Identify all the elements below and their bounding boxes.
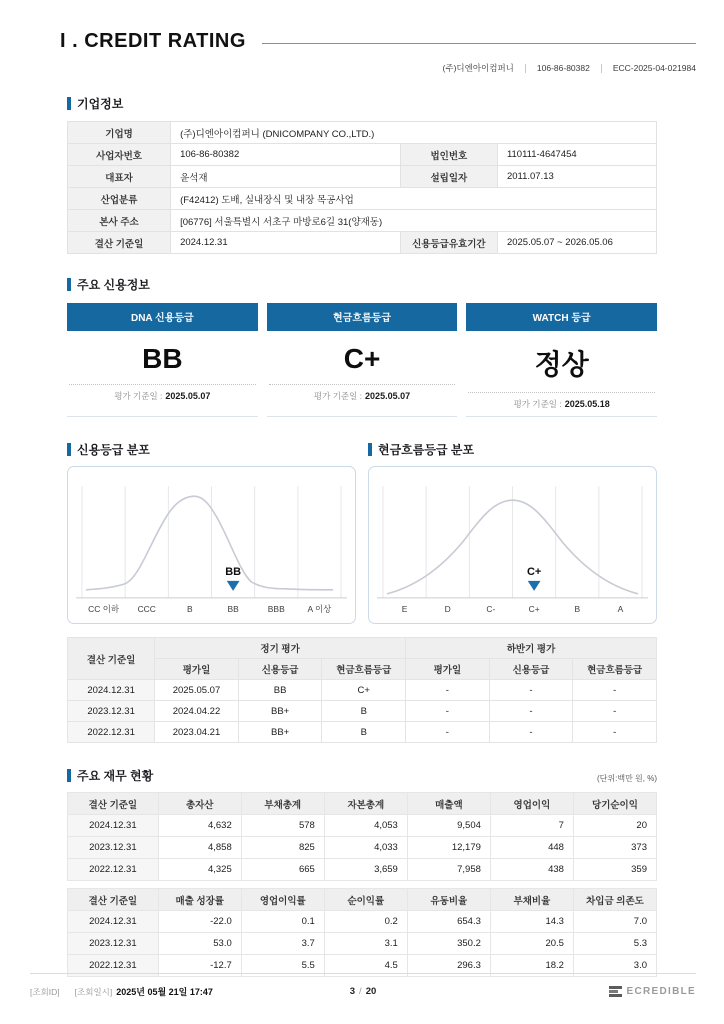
eval-date-header: 평가일 xyxy=(406,659,490,680)
footer-logo xyxy=(376,986,696,997)
validity-value: 2025.05.07 ~ 2026.05.06 xyxy=(497,232,656,254)
table-row xyxy=(68,837,657,859)
footer-lookup-info xyxy=(30,985,350,998)
lookup-time-label: [조회일시] xyxy=(74,987,113,997)
column-header: 매출 성장률 xyxy=(158,889,241,911)
eval-date-header: 평가일 xyxy=(155,659,239,680)
axis-tick: BBB xyxy=(267,603,285,614)
axis-tick: CC 이하 xyxy=(88,603,120,614)
rating-value: BB xyxy=(142,343,183,374)
column-header: 순이익률 xyxy=(324,889,407,911)
table-cell: 2024.12.31 xyxy=(68,680,155,701)
table-cell: 2023.12.31 xyxy=(68,837,159,859)
table-cell: 9,504 xyxy=(407,815,490,837)
axis-tick: E xyxy=(401,603,408,614)
ceo-value: 윤석재 xyxy=(171,166,401,188)
section-title-cashflow-distribution xyxy=(368,441,657,458)
table-cell: 20 xyxy=(573,815,656,837)
title-divider xyxy=(262,43,696,44)
table-cell: BB+ xyxy=(238,701,322,722)
table-row xyxy=(68,859,657,881)
section-marker xyxy=(67,97,71,110)
meta-divider xyxy=(601,64,602,73)
table-cell: 0.1 xyxy=(241,911,324,933)
rating-date-row xyxy=(69,384,256,408)
table-cell: 2022.12.31 xyxy=(68,859,159,881)
column-header: 결산 기준일 xyxy=(68,793,159,815)
table-cell: 5.5 xyxy=(241,955,324,977)
company-info-table xyxy=(67,121,657,254)
header-company-name: (주)디엔아이컴퍼니 xyxy=(442,63,514,73)
section-marker xyxy=(67,769,71,782)
table-cell: 2023.12.31 xyxy=(68,933,159,955)
company-name-label: 기업명 xyxy=(68,122,171,144)
section-title-credit-info xyxy=(67,276,657,293)
table-row xyxy=(68,144,657,166)
ecredible-logo-text: ECREDIBLE xyxy=(626,986,697,997)
table-cell: 4,632 xyxy=(158,815,241,837)
marker-label: C+ xyxy=(526,565,542,578)
table-cell: 373 xyxy=(573,837,656,859)
table-cell: 4,053 xyxy=(324,815,407,837)
fiscal-date-value: 2024.12.31 xyxy=(171,232,401,254)
table-cell: B xyxy=(322,701,406,722)
table-cell: 2024.12.31 xyxy=(68,815,159,837)
chart-section-titles xyxy=(67,441,657,458)
rating-date-value: 2025.05.07 xyxy=(165,391,211,401)
section-marker xyxy=(67,278,71,291)
table-row xyxy=(68,188,657,210)
rating-value: C+ xyxy=(343,343,381,374)
validity-label: 신용등급유효기간 xyxy=(400,232,497,254)
rating-date-label: 평가 기준일 : xyxy=(513,399,562,409)
table-cell: 2025.05.07 xyxy=(155,680,239,701)
table-row xyxy=(68,933,657,955)
header-business-number: 106-86-80382 xyxy=(536,63,590,73)
report-footer xyxy=(30,973,696,998)
table-row xyxy=(68,122,657,144)
card-header: 현금흐름등급 xyxy=(267,303,458,331)
table-cell: 4,858 xyxy=(158,837,241,859)
marker-label: BB xyxy=(225,565,242,578)
table-cell: 438 xyxy=(490,859,573,881)
credit-rating-cards xyxy=(67,303,657,417)
page-total: 20 xyxy=(365,986,377,997)
dna-rating-card xyxy=(67,303,258,417)
table-row xyxy=(68,815,657,837)
table-cell: 2023.12.31 xyxy=(68,701,155,722)
ecredible-logo-icon xyxy=(609,986,622,997)
table-cell: BB xyxy=(238,680,322,701)
table-row xyxy=(68,166,657,188)
corp-no-label: 법인번호 xyxy=(400,144,497,166)
address-value: [06776] 서울특별시 서초구 마방로6길 31(양재동) xyxy=(171,210,657,232)
table-subheader-row xyxy=(68,659,657,680)
page-current: 3 xyxy=(349,986,356,997)
table-cell: 7 xyxy=(490,815,573,837)
table-cell: 665 xyxy=(241,859,324,881)
rating-date-value: 2025.05.18 xyxy=(564,399,610,409)
credit-distribution-chart xyxy=(67,466,356,624)
table-cell: - xyxy=(489,701,573,722)
table-cell: 2022.12.31 xyxy=(68,955,159,977)
column-header: 당기순이익 xyxy=(573,793,656,815)
corp-no-value: 110111-4647454 xyxy=(497,144,656,166)
table-cell: B xyxy=(322,722,406,743)
rating-date-row xyxy=(468,392,655,416)
credit-grade-header: 신용등급 xyxy=(238,659,322,680)
lookup-id-label: [조회ID] xyxy=(30,986,60,997)
table-cell: 3.7 xyxy=(241,933,324,955)
axis-tick: BB xyxy=(227,603,239,614)
table-cell: 654.3 xyxy=(407,911,490,933)
column-header: 영업이익 xyxy=(490,793,573,815)
section-title-text: 기업정보 xyxy=(77,97,124,111)
section-title-text: 주요 재무 현황 xyxy=(77,769,154,783)
table-cell: 296.3 xyxy=(407,955,490,977)
financial-ratios-table xyxy=(67,888,657,977)
ceo-label: 대표자 xyxy=(68,166,171,188)
rating-history-table xyxy=(67,637,657,743)
table-row xyxy=(68,911,657,933)
column-header: 매출액 xyxy=(407,793,490,815)
marker-triangle-icon xyxy=(227,581,240,591)
axis-tick: D xyxy=(444,603,451,614)
watch-rating-card xyxy=(466,303,657,417)
address-label: 본사 주소 xyxy=(68,210,171,232)
table-cell: 2024.04.22 xyxy=(155,701,239,722)
table-cell: 3.0 xyxy=(573,955,656,977)
axis-tick: B xyxy=(187,603,193,614)
marker-triangle-icon xyxy=(528,581,541,591)
table-cell: 12,179 xyxy=(407,837,490,859)
unit-note: (단위:백만 원, %) xyxy=(597,774,657,783)
regular-eval-group-header: 정기 평가 xyxy=(155,638,406,659)
distribution-charts xyxy=(67,466,657,624)
table-cell: 5.3 xyxy=(573,933,656,955)
axis-tick: B xyxy=(574,603,581,614)
lookup-time xyxy=(75,985,213,998)
distribution-curve xyxy=(86,496,333,590)
column-header: 총자산 xyxy=(158,793,241,815)
table-cell: - xyxy=(489,722,573,743)
column-header: 부채비율 xyxy=(490,889,573,911)
table-cell: 3.1 xyxy=(324,933,407,955)
section-marker xyxy=(368,443,372,456)
table-header-row xyxy=(68,889,657,911)
card-header: DNA 신용등급 xyxy=(67,303,258,331)
rating-value: 정상 xyxy=(534,349,589,380)
table-cell: 4.5 xyxy=(324,955,407,977)
table-cell: 14.3 xyxy=(490,911,573,933)
table-cell: 2023.04.21 xyxy=(155,722,239,743)
cashflow-distribution-chart xyxy=(368,466,657,624)
table-cell: 350.2 xyxy=(407,933,490,955)
table-cell: 825 xyxy=(241,837,324,859)
axis-tick: A 이상 xyxy=(307,603,332,614)
header-document-number: ECC-2025-04-021984 xyxy=(612,63,696,73)
table-cell: 2022.12.31 xyxy=(68,722,155,743)
rating-date-label: 평가 기준일 : xyxy=(114,391,163,401)
table-cell: 359 xyxy=(573,859,656,881)
section-title-text: 신용등급 분포 xyxy=(77,443,150,457)
column-header: 차입금 의존도 xyxy=(573,889,656,911)
fiscal-date-label: 결산 기준일 xyxy=(68,232,171,254)
page-separator: / xyxy=(359,986,362,997)
column-header: 부채총계 xyxy=(241,793,324,815)
table-cell: - xyxy=(406,680,490,701)
section-title-text: 주요 신용정보 xyxy=(77,278,150,292)
section-title-credit-distribution xyxy=(67,441,356,458)
lookup-time-value: 2025년 05월 21일 17:47 xyxy=(116,987,213,997)
industry-label: 산업분류 xyxy=(68,188,171,210)
column-header: 유동비율 xyxy=(407,889,490,911)
axis-tick: C+ xyxy=(528,603,540,614)
table-cell: - xyxy=(406,722,490,743)
cashflow-grade-header: 현금흐름등급 xyxy=(573,659,657,680)
axis-tick: C- xyxy=(486,603,496,614)
rating-date-value: 2025.05.07 xyxy=(365,391,411,401)
table-cell: - xyxy=(406,701,490,722)
biz-no-value: 106-86-80382 xyxy=(171,144,401,166)
table-cell: - xyxy=(573,701,657,722)
table-row xyxy=(68,210,657,232)
report-header xyxy=(0,0,724,74)
table-cell: 3,659 xyxy=(324,859,407,881)
credit-grade-header: 신용등급 xyxy=(489,659,573,680)
table-cell: C+ xyxy=(322,680,406,701)
column-header: 결산 기준일 xyxy=(68,889,159,911)
table-row xyxy=(68,680,657,701)
rating-date-label: 평가 기준일 : xyxy=(313,391,363,401)
page-title: I . CREDIT RATING xyxy=(60,30,246,52)
table-row xyxy=(68,701,657,722)
meta-divider xyxy=(525,64,526,73)
table-cell: - xyxy=(489,680,573,701)
halfyear-eval-group-header: 하반기 평가 xyxy=(406,638,657,659)
card-header: WATCH 등급 xyxy=(466,303,657,331)
table-cell: 20.5 xyxy=(490,933,573,955)
table-cell: 2024.12.31 xyxy=(68,911,159,933)
column-header: 자본총계 xyxy=(324,793,407,815)
table-header-row xyxy=(68,793,657,815)
rating-date-row xyxy=(269,384,456,408)
axis-tick: A xyxy=(617,603,624,614)
table-cell: 7.0 xyxy=(573,911,656,933)
table-cell: BB+ xyxy=(238,722,322,743)
industry-value: (F42412) 도배, 실내장식 및 내장 목공사업 xyxy=(171,188,657,210)
section-marker xyxy=(67,443,71,456)
table-header-row xyxy=(68,638,657,659)
table-cell: 4,325 xyxy=(158,859,241,881)
table-cell: -12.7 xyxy=(158,955,241,977)
axis-tick: CCC xyxy=(137,603,156,614)
table-cell: 448 xyxy=(490,837,573,859)
table-cell: 4,033 xyxy=(324,837,407,859)
table-cell: -22.0 xyxy=(158,911,241,933)
column-header: 영업이익률 xyxy=(241,889,324,911)
table-cell: 0.2 xyxy=(324,911,407,933)
biz-no-label: 사업자번호 xyxy=(68,144,171,166)
fiscal-date-header: 결산 기준일 xyxy=(68,638,155,680)
table-cell: 578 xyxy=(241,815,324,837)
table-cell: - xyxy=(573,722,657,743)
section-title-company-info xyxy=(67,95,657,112)
table-cell: 53.0 xyxy=(158,933,241,955)
table-row xyxy=(68,722,657,743)
cashflow-grade-header: 현금흐름등급 xyxy=(322,659,406,680)
table-cell: 7,958 xyxy=(407,859,490,881)
page-indicator xyxy=(350,986,377,997)
founded-label: 설립일자 xyxy=(400,166,497,188)
founded-value: 2011.07.13 xyxy=(497,166,656,188)
header-meta xyxy=(60,62,696,74)
table-cell: - xyxy=(573,680,657,701)
company-name-value: (주)디엔아이컴퍼니 (DNICOMPANY CO.,LTD.) xyxy=(171,122,657,144)
bell-curve-chart xyxy=(373,475,652,621)
bell-curve-chart xyxy=(72,475,351,621)
table-row xyxy=(68,232,657,254)
financial-summary-table xyxy=(67,792,657,881)
section-title-text: 현금흐름등급 분포 xyxy=(378,443,475,457)
table-cell: 18.2 xyxy=(490,955,573,977)
cashflow-rating-card xyxy=(267,303,458,417)
section-title-financials xyxy=(67,767,153,784)
